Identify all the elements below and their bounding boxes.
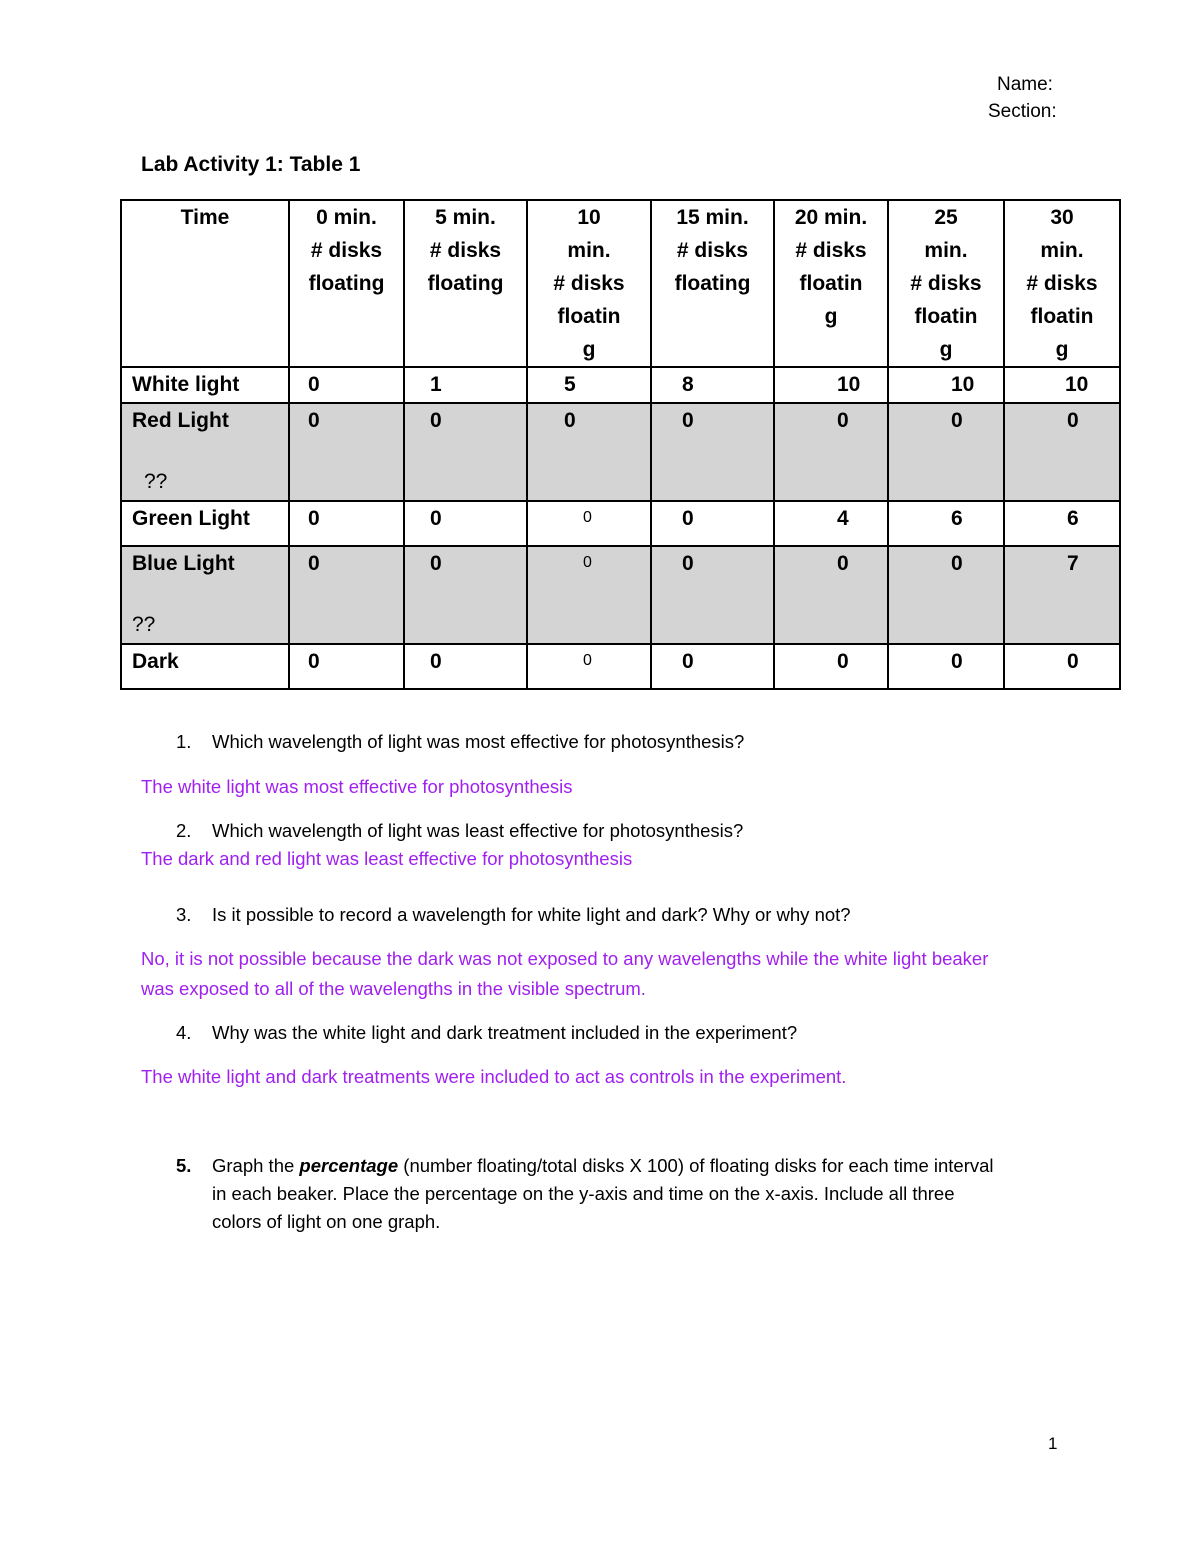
column-header-line: # disks: [310, 239, 383, 262]
value-cell: [527, 644, 651, 689]
question-2-text: Which wavelength of light was least effective for photosynthesis?: [212, 820, 744, 841]
value-cell: [404, 644, 527, 689]
value-cell: [527, 501, 651, 546]
value-cell: [1004, 367, 1120, 403]
column-header: [527, 200, 651, 367]
row-note: ??: [132, 613, 156, 636]
value-cell: [774, 403, 888, 501]
question-1-number: 1.: [176, 731, 192, 752]
cell-value: 0: [682, 409, 694, 432]
value-cell: [404, 367, 527, 403]
cell-value: 0: [583, 509, 592, 526]
cell-value: 5: [564, 373, 576, 396]
row-label-cell: [121, 546, 289, 644]
column-header-line: 20 min.: [794, 206, 868, 229]
cell-value: 0: [951, 552, 963, 575]
value-cell: [1004, 403, 1120, 501]
value-cell: [1004, 501, 1120, 546]
value-cell: [651, 546, 774, 644]
question-5-number: 5.: [176, 1155, 192, 1176]
value-cell: [774, 644, 888, 689]
column-header-line: floatin: [914, 305, 978, 328]
cell-value: 0: [564, 409, 576, 432]
row-label-cell: [121, 644, 289, 689]
row-label-cell: [121, 501, 289, 546]
answer-3-line-1: No, it is not possible because the dark was not exposed to any wavelengths while the white light beaker: [141, 948, 989, 969]
cell-value: 0: [583, 554, 592, 571]
value-cell: [888, 501, 1004, 546]
question-2-number: 2.: [176, 820, 192, 841]
question-5-emphasis: percentage: [299, 1155, 399, 1176]
column-header-line: g: [824, 305, 838, 328]
column-header-line: 15 min.: [676, 206, 749, 229]
column-header-line: # disks: [676, 239, 749, 262]
value-cell: [888, 367, 1004, 403]
value-cell: [527, 546, 651, 644]
cell-value: 0: [308, 507, 320, 530]
cell-value: 0: [951, 650, 963, 673]
question-4-number: 4.: [176, 1022, 192, 1043]
value-cell: [774, 367, 888, 403]
column-header-line: # disks: [429, 239, 502, 262]
cell-value: 6: [1067, 507, 1079, 530]
column-header-line: # disks: [795, 239, 867, 262]
table-row: [121, 546, 1120, 644]
table-row: [121, 403, 1120, 501]
column-header-line: # disks: [910, 272, 982, 295]
value-cell: [527, 367, 651, 403]
cell-value: 0: [1067, 409, 1079, 432]
column-header: [121, 200, 289, 367]
row-label-cell: [121, 367, 289, 403]
value-cell: [527, 403, 651, 501]
value-cell: [289, 403, 404, 501]
row-label: Blue Light: [132, 552, 235, 575]
page-title: Lab Activity 1: Table 1: [141, 153, 361, 176]
column-header-line: # disks: [1026, 272, 1098, 295]
cell-value: 1: [430, 373, 442, 396]
column-header-line: floatin: [1030, 305, 1094, 328]
column-header-line: floatin: [799, 272, 863, 295]
column-header: [404, 200, 527, 367]
value-cell: [404, 546, 527, 644]
cell-value: 6: [951, 507, 963, 530]
value-cell: [289, 546, 404, 644]
column-header: [1004, 200, 1120, 367]
column-header-line: min.: [924, 239, 968, 262]
cell-value: 0: [430, 507, 442, 530]
cell-value: 8: [682, 373, 694, 396]
cell-value: 0: [583, 652, 592, 669]
question-3-text: Is it possible to record a wavelength for white light and dark? Why or why not?: [212, 904, 851, 925]
column-header-line: floating: [674, 272, 751, 295]
cell-value: 10: [1065, 373, 1089, 396]
cell-value: 4: [837, 507, 849, 530]
column-header-line: 25: [934, 206, 958, 229]
cell-value: 10: [837, 373, 861, 396]
value-cell: [1004, 546, 1120, 644]
cell-value: 0: [682, 507, 694, 530]
table-row: [121, 644, 1120, 689]
column-header: [289, 200, 404, 367]
answer-3-line-2: was exposed to all of the wavelengths in the visible spectrum.: [141, 978, 646, 999]
cell-value: 0: [430, 650, 442, 673]
table-header-row: [121, 200, 1120, 367]
column-header-line: 5 min.: [435, 206, 496, 229]
cell-value: 10: [951, 373, 975, 396]
value-cell: [404, 403, 527, 501]
column-header-line: floating: [308, 272, 385, 295]
row-label: Green Light: [132, 507, 250, 530]
cell-value: 0: [682, 650, 694, 673]
answer-1: The white light was most effective for photosynthesis: [141, 776, 573, 797]
column-header-line: # disks: [553, 272, 625, 295]
column-header: [774, 200, 888, 367]
question-5-pre: Graph the: [212, 1155, 300, 1176]
row-note: ??: [144, 470, 168, 493]
value-cell: [289, 644, 404, 689]
cell-value: 0: [837, 552, 849, 575]
table-row: [121, 367, 1120, 403]
section-label: Section:: [988, 101, 1057, 122]
column-header-line: floating: [427, 272, 504, 295]
answer-4: The white light and dark treatments were included to act as controls in the experiment.: [141, 1066, 847, 1087]
value-cell: [651, 501, 774, 546]
value-cell: [888, 644, 1004, 689]
cell-value: 0: [951, 409, 963, 432]
value-cell: [651, 403, 774, 501]
name-label: Name:: [997, 74, 1053, 95]
row-label: Dark: [132, 650, 179, 673]
row-label: Red Light: [132, 409, 229, 432]
value-cell: [404, 501, 527, 546]
column-header-line: Time: [180, 206, 230, 229]
page-number: 1: [1048, 1434, 1058, 1453]
cell-value: 0: [308, 552, 320, 575]
answer-2: The dark and red light was least effective for photosynthesis: [141, 848, 633, 869]
cell-value: 0: [308, 373, 320, 396]
column-header-line: 10: [577, 206, 601, 229]
table-row: [121, 501, 1120, 546]
column-header-line: min.: [1040, 239, 1084, 262]
cell-value: 0: [1067, 650, 1079, 673]
question-1-text: Which wavelength of light was most effective for photosynthesis?: [212, 731, 745, 752]
cell-value: 0: [308, 409, 320, 432]
row-label-cell: [121, 403, 289, 501]
column-header-line: g: [1055, 338, 1069, 361]
question-3-number: 3.: [176, 904, 192, 925]
question-4-text: Why was the white light and dark treatment included in the experiment?: [212, 1022, 798, 1043]
cell-value: 0: [308, 650, 320, 673]
column-header: [888, 200, 1004, 367]
value-cell: [774, 546, 888, 644]
value-cell: [888, 546, 1004, 644]
value-cell: [1004, 644, 1120, 689]
cell-value: 0: [430, 552, 442, 575]
question-5-line-1: [212, 1155, 994, 1177]
cell-value: 0: [837, 650, 849, 673]
value-cell: [651, 367, 774, 403]
question-5-line-2: in each beaker. Place the percentage on the y-axis and time on the x-axis. Include all three: [212, 1183, 955, 1204]
column-header: [651, 200, 774, 367]
cell-value: 0: [682, 552, 694, 575]
row-label: White light: [132, 373, 240, 396]
cell-value: 0: [430, 409, 442, 432]
column-header-line: 0 min.: [316, 206, 377, 229]
value-cell: [289, 501, 404, 546]
cell-value: 0: [837, 409, 849, 432]
value-cell: [888, 403, 1004, 501]
cell-value: 7: [1067, 552, 1079, 575]
question-5-line-3: colors of light on one graph.: [212, 1211, 441, 1232]
column-header-line: min.: [567, 239, 611, 262]
value-cell: [774, 501, 888, 546]
lab-table: [120, 199, 1121, 690]
column-header-line: g: [582, 338, 596, 361]
value-cell: [289, 367, 404, 403]
question-5-rest: (number floating/total disks X 100) of floating disks for each time interval: [398, 1155, 994, 1176]
value-cell: [651, 644, 774, 689]
column-header-line: 30: [1050, 206, 1074, 229]
column-header-line: g: [939, 338, 953, 361]
column-header-line: floatin: [557, 305, 621, 328]
